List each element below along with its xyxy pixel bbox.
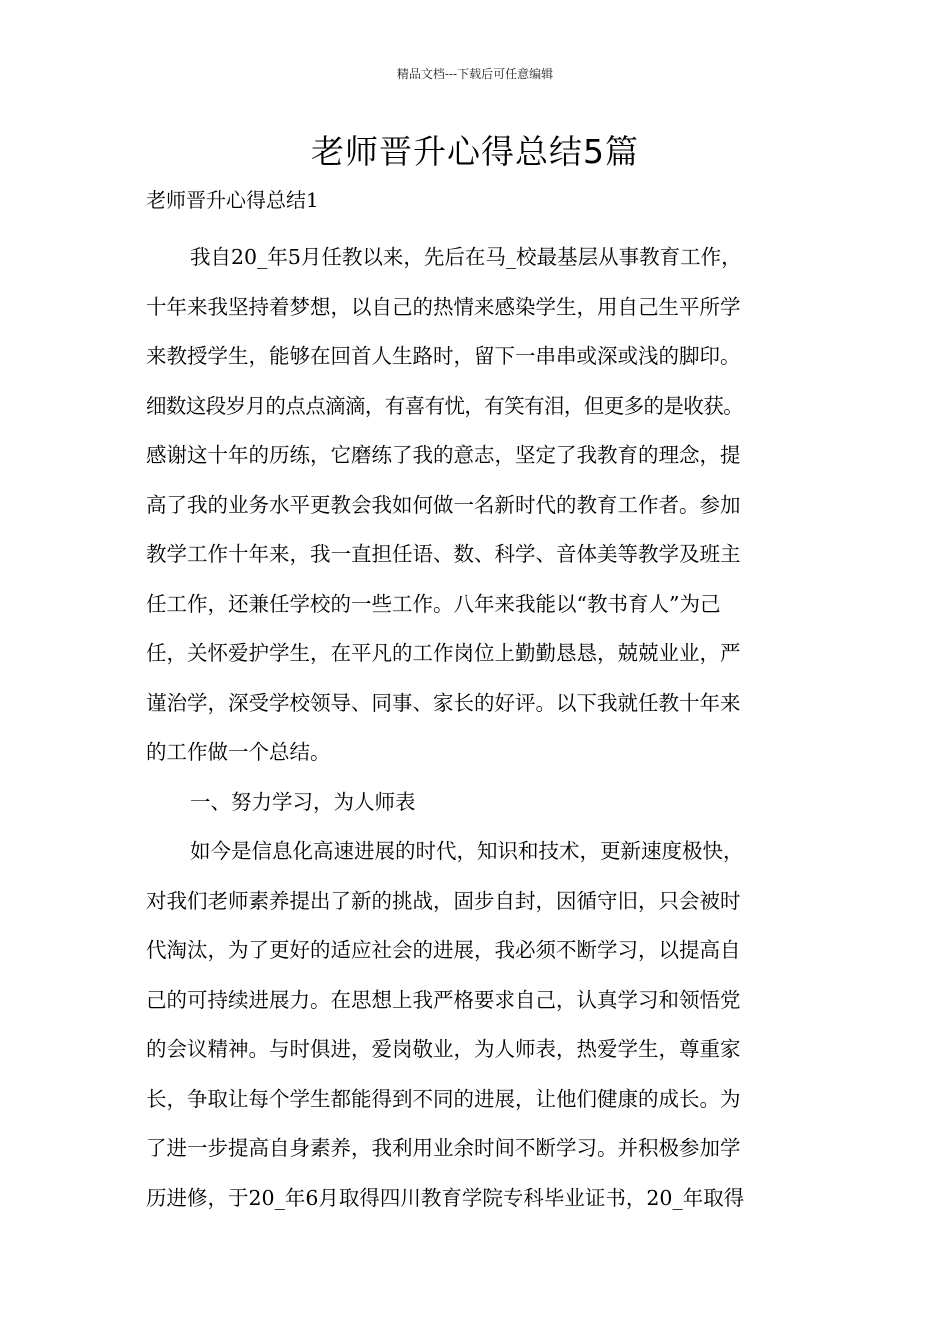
paragraph-line: 长，争取让每个学生都能得到不同的进展，让他们健康的成长。为: [146, 1086, 741, 1111]
paragraph-line: 如今是信息化高速进展的时代，知识和技术，更新速度极快，: [190, 839, 744, 863]
document-title: 老师晋升心得总结5篇: [311, 132, 639, 171]
paragraph-line: 代淘汰，为了更好的适应社会的进展，我必须不断学习，以提高自: [146, 938, 741, 962]
paragraph-line: 对我们老师素养提出了新的挑战，固步自封，因循守旧，只会被时: [146, 888, 741, 913]
paragraph-line: 己的可持续进展力。在思想上我严格要求自己，认真学习和领悟党: [146, 987, 741, 1012]
section-subheading: 一、努力学习，为人师表: [190, 789, 416, 814]
paragraph-line: 十年来我坚持着梦想，以自己的热情来感染学生，用自己生平所学: [146, 294, 741, 319]
page-header: 精品文档---下载后可任意编辑: [396, 67, 554, 81]
paragraph-line: 谨治学，深受学校领导、同事、家长的好评。以下我就任教十年来: [146, 690, 741, 715]
paragraph-line: 教学工作十年来，我一直担任语、数、科学、音体美等教学及班主: [146, 542, 741, 566]
paragraph-line: 历进修，于20_年6月取得四川教育学院专科毕业证书，20_年取得: [146, 1185, 745, 1210]
paragraph-line: 的会议精神。与时俱进，爱岗敬业，为人师表，热爱学生，尊重家: [146, 1037, 741, 1061]
paragraph-line: 高了我的业务水平更教会我如何做一名新时代的教育工作者。参加: [146, 492, 741, 517]
paragraph-line: 感谢这十年的历练，它磨练了我的意志，坚定了我教育的理念，提: [146, 443, 741, 467]
paragraph-line: 任，关怀爱护学生，在平凡的工作岗位上勤勤恳恳，兢兢业业，严: [146, 641, 741, 665]
section-heading: 老师晋升心得总结1: [146, 188, 319, 212]
paragraph-line: 了进一步提高自身素养，我利用业余时间不断学习。并积极参加学: [146, 1136, 741, 1160]
paragraph-line: 来教授学生，能够在回首人生路时，留下一串串或深或浅的脚印。: [146, 344, 741, 368]
paragraph-line: 细数这段岁月的点点滴滴，有喜有忧，有笑有泪，但更多的是收获。: [146, 393, 743, 418]
paragraph-line: 我自20_年5月任教以来，先后在马_校最基层从事教育工作，: [190, 245, 742, 269]
body-text: [146, 233, 814, 1223]
paragraph-line: 任工作，还兼任学校的一些工作。八年来我能以“教书育人”为己: [146, 591, 721, 616]
paragraph-line: 的工作做一个总结。: [146, 740, 331, 764]
